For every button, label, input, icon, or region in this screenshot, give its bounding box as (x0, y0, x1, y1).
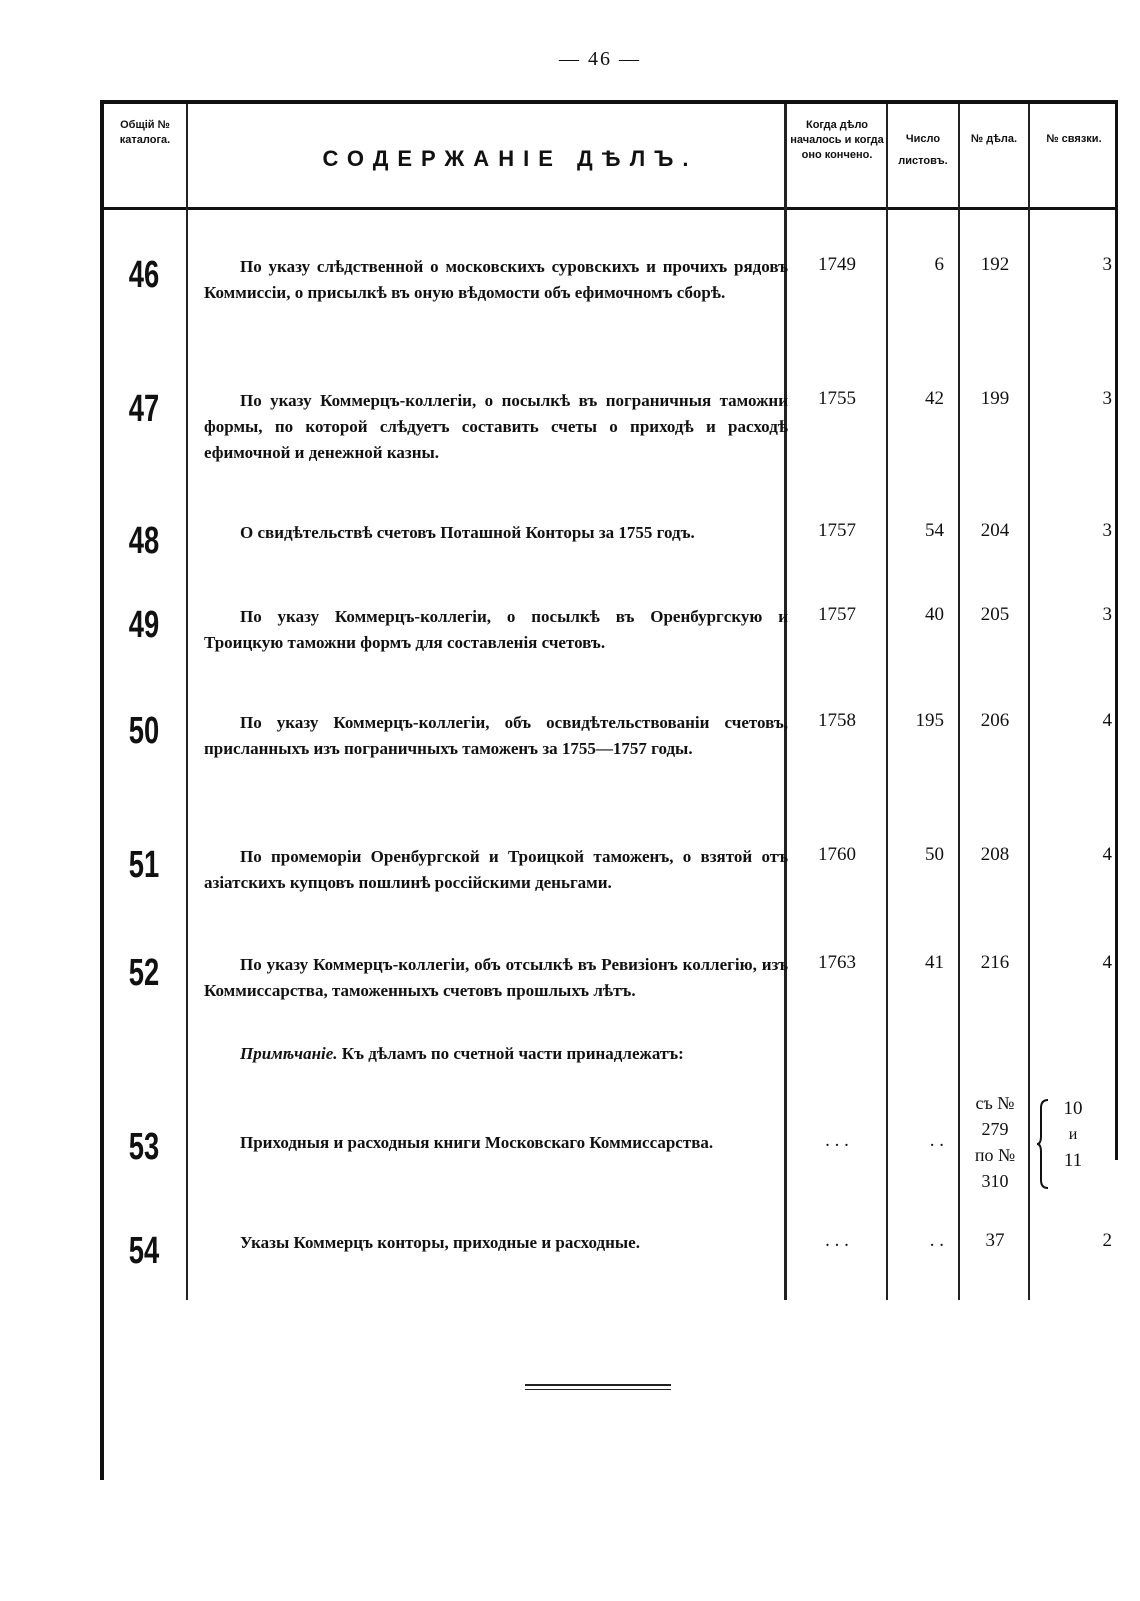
bundle-cell: 4 (1102, 952, 1112, 973)
column-divider (958, 104, 960, 1300)
year-cell: 1757 (818, 604, 856, 625)
sheets-cell: 54 (925, 520, 944, 541)
table-right-rule (1115, 100, 1118, 1160)
case-cell: 208 (980, 844, 1010, 865)
case-cell: 206 (980, 710, 1010, 731)
sheets-cell: 42 (925, 388, 944, 409)
catalog-number: 46 (128, 254, 160, 296)
year-cell: 1757 (818, 520, 856, 541)
sheets-cell: . . (929, 1230, 944, 1251)
closing-rule (525, 1389, 671, 1390)
sheets-cell: 41 (925, 952, 944, 973)
case-to: 310 (981, 1171, 1009, 1191)
case-description: По указу Коммерцъ-коллегіи, объ отсылкѣ въ Ревизіонъ коллегію, изъ Коммиссарства, таможенныхъ счетовъ прошлыхъ лѣтъ. (204, 955, 788, 1000)
bundle-cell: 2 (1102, 1230, 1112, 1251)
bundle-cell: 3 (1102, 520, 1112, 541)
sheets-cell: . . (929, 1130, 944, 1151)
case-cell: 192 (980, 254, 1010, 275)
case-description: По промеморіи Оренбургской и Троицкой таможенъ, о взятой отъ азіатскихъ купцовъ пошлинѣ россійскими деньгами. (204, 847, 788, 892)
sheets-cell: 6 (934, 254, 944, 275)
note-label: Примѣчаніе. (240, 1044, 338, 1063)
header-case: № дѣла. (970, 133, 1018, 145)
table-top-rule (100, 100, 1118, 104)
column-divider (886, 104, 888, 1300)
year-cell: . . . (825, 1230, 849, 1251)
bundle-cell: 3 (1102, 604, 1112, 625)
sheets-cell: 40 (925, 604, 944, 625)
year-cell: 1760 (818, 844, 856, 865)
catalog-number: 52 (128, 952, 160, 994)
header-when: Когда дѣло началось и когда оно кончено. (790, 119, 884, 161)
catalog-number: 54 (128, 1230, 160, 1272)
case-description: По указу слѣдственной о московскихъ суровскихъ и прочихъ рядовъ Коммиссіи, о присылкѣ въ оную вѣдомости объ ефимочномъ сборѣ. (204, 257, 788, 302)
note (240, 1044, 684, 1064)
bundle-cell: 3 (1102, 388, 1112, 409)
table-left-rule (100, 100, 104, 1480)
catalog-number: 51 (128, 844, 160, 886)
case-description: О свидѣтельствѣ счетовъ Поташной Конторы за 1755 годъ. (240, 523, 695, 542)
bundle-b: 11 (1063, 1150, 1083, 1171)
year-cell: . . . (825, 1130, 849, 1151)
closing-rule (525, 1384, 671, 1386)
case-cell: 205 (980, 604, 1010, 625)
case-description: По указу Коммерцъ-коллегіи, объ освидѣтельствованіи счетовъ, присланныхъ изъ пограничныхъ таможенъ за 1755—1757 годы. (204, 713, 788, 758)
catalog-number: 49 (128, 604, 160, 646)
sheets-cell: 50 (925, 844, 944, 865)
header-bundle: № связки. (1046, 133, 1102, 145)
catalog-number: 50 (128, 710, 160, 752)
case-description: Приходныя и расходныя книги Московскаго Коммиссарства. (240, 1133, 714, 1152)
bundle-cell: 4 (1102, 844, 1112, 865)
note-text: Къ дѣламъ по счетной части принадлежатъ: (341, 1044, 684, 1063)
bundle-cell: 3 (1102, 254, 1112, 275)
sheets-cell: 195 (915, 710, 944, 731)
page-number: — 46 — (559, 48, 641, 70)
case-description: По указу Коммерцъ-коллегіи, о посылкѣ въ Оренбургскую и Троицкую таможни формъ для составленія счетовъ. (204, 607, 788, 652)
case-cell: 216 (980, 952, 1010, 973)
header-content-title: СОДЕРЖАНІЕ ДѢЛЪ. (322, 146, 698, 171)
case-range-cell (962, 1090, 1028, 1194)
header-catalog: Общій № каталога. (119, 119, 171, 146)
bundle-and: и (1068, 1126, 1078, 1143)
bundle-cell: 4 (1102, 710, 1112, 731)
case-cell: 199 (980, 388, 1010, 409)
case-description: Указы Коммерцъ конторы, приходные и расходные. (240, 1233, 640, 1252)
header-rule (100, 207, 1118, 210)
bundle-range-cell (1050, 1096, 1096, 1174)
case-cell: 204 (980, 520, 1010, 541)
column-divider (186, 104, 188, 1300)
case-to-label: по № (974, 1145, 1016, 1165)
catalog-number: 48 (128, 520, 160, 562)
case-cell: 37 (985, 1230, 1005, 1251)
column-divider (1028, 104, 1030, 1300)
catalog-number: 47 (128, 388, 160, 430)
year-cell: 1755 (818, 388, 856, 409)
year-cell: 1763 (818, 952, 856, 973)
case-description: По указу Коммерцъ-коллегіи, о посылкѣ въ пограничныя таможни формы, по которой слѣдуетъ составить счеты о приходѣ и расходѣ ефимочной и денежной казны. (204, 391, 788, 462)
catalog-number: 53 (128, 1126, 160, 1168)
case-from-label: съ № (975, 1093, 1015, 1113)
header-sheets: Число листовъ. (898, 133, 948, 167)
case-from: 279 (981, 1119, 1009, 1139)
year-cell: 1758 (818, 710, 856, 731)
catalog-table (100, 100, 1118, 1480)
year-cell: 1749 (818, 254, 856, 275)
bundle-a: 10 (1063, 1098, 1083, 1119)
